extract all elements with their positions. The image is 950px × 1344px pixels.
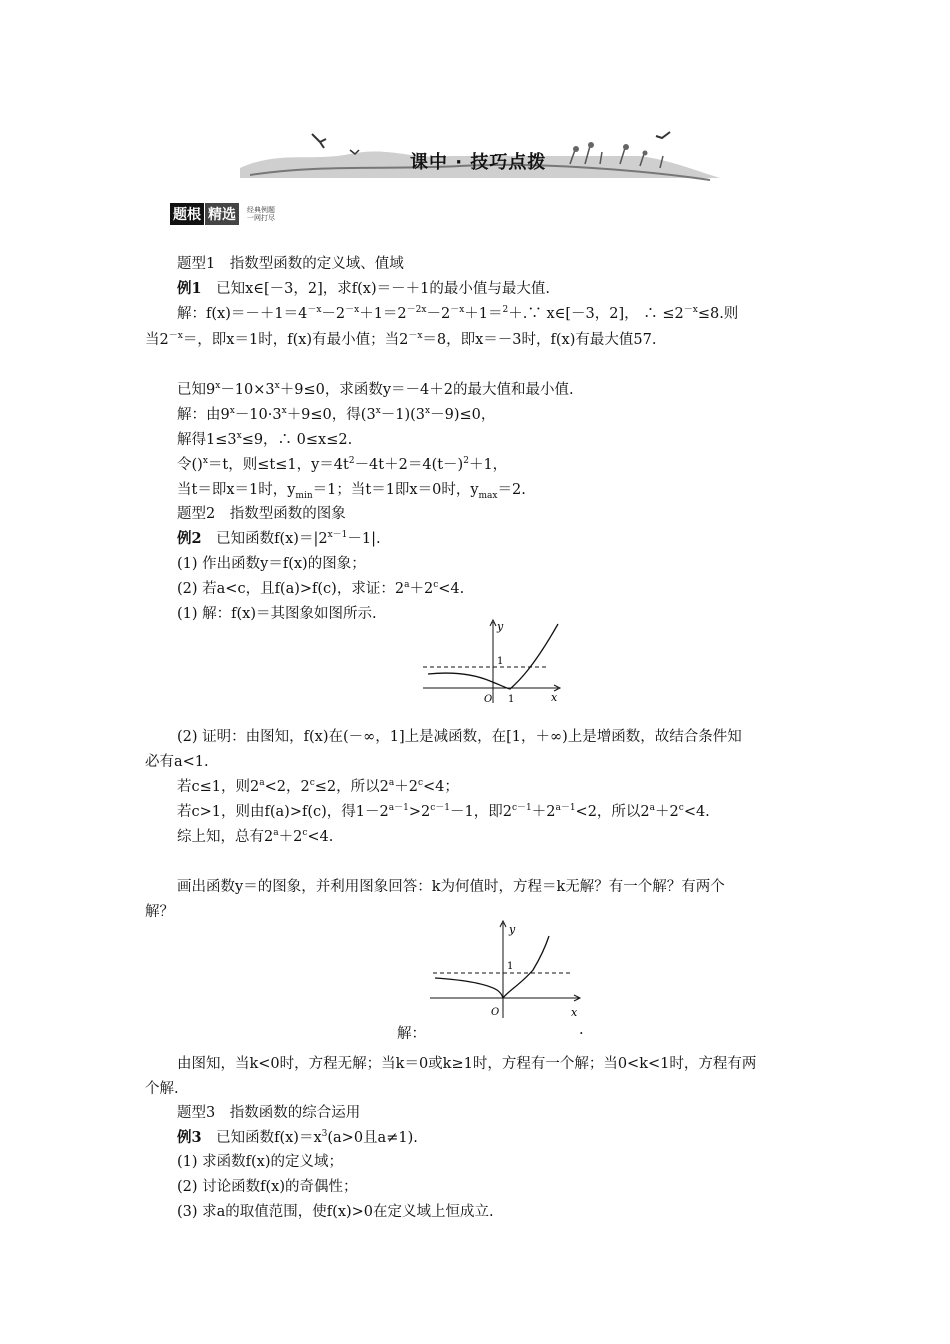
solution-label: 解： xyxy=(397,1026,426,1042)
practice1-sol3: 令()$^x$＝t，则≤t≤1，$y=4t^2-4t+2=4(t-)^2+1$， xyxy=(177,456,508,473)
solution2-line2: 必有a<1. xyxy=(145,754,209,770)
solution1-line2: 当$2^{-x}=$，即x＝1时，f(x)有最小值；当$2^{-x}=8$，即x＝－3时，f(x)有最大值57. xyxy=(145,331,657,348)
figure-2-graph xyxy=(425,918,585,1023)
example2-part2: (2) 若a<c，且f(a)>f(c)，求证：$2^a+2^c<4$. xyxy=(177,580,465,597)
fig1-y-label: y xyxy=(497,620,504,633)
practice2-answer-line2: 个解. xyxy=(145,1081,179,1097)
solution-dot: . xyxy=(579,1022,584,1038)
solution2-part1: (1) 解：f(x)＝其图象如图所示. xyxy=(177,606,377,622)
section-title: 课中 · 技巧点拨 xyxy=(410,152,547,173)
bird-icon xyxy=(312,134,326,148)
badge-note: 经典例题 一网打尽 xyxy=(247,206,275,222)
example2-part1: (1) 作出函数y＝f(x)的图象； xyxy=(177,556,366,572)
type1-heading: 题型1 指数型函数的定义域、值域 xyxy=(177,256,404,272)
solution2-case2: 若c>1，则由f(a)>f(c)，得$1-2^{a-1}>2^{c-1}-1$，即$2^{c-1}+2^{a-1}<2$，所以$2^a+2^c<4$. xyxy=(177,803,710,820)
example1: 例1 已知x∈[－3，2]，求f(x)＝－＋1的最小值与最大值. xyxy=(177,280,550,297)
solution2-part2: (2) 证明：由图知，f(x)在(－∞，1]上是减函数，在[1，＋∞)上是增函数，故结合条件知 xyxy=(177,729,742,745)
fig1-one-x: 1 xyxy=(508,694,515,705)
example3-part1: (1) 求函数f(x)的定义域； xyxy=(177,1154,344,1170)
badge-main: 题根 xyxy=(170,203,204,225)
solution2-conclusion: 综上知，总有$2^a+2^c<4$. xyxy=(177,828,334,845)
type3-heading: 题型3 指数函数的综合运用 xyxy=(177,1105,361,1121)
practice2-answer: 由图知，当k<0时，方程无解；当k＝0或k≥1时，方程有一个解；当0<k<1时，方程有两 xyxy=(177,1056,757,1072)
fig2-origin: O xyxy=(491,1007,500,1018)
solution2-case1: 若c≤1，则$2^a<2$，$2^c\le 2$，所以$2^a+2^c<4$； xyxy=(177,778,459,795)
practice2-question: 画出函数y＝的图象，并利用图象回答：k为何值时，方程＝k无解？有一个解？有两个 xyxy=(177,879,725,895)
example3-part2: (2) 讨论函数f(x)的奇偶性； xyxy=(177,1179,358,1195)
example3-part3: (3) 求a的取值范围，使f(x)>0在定义域上恒成立. xyxy=(177,1204,494,1220)
figure-1-graph xyxy=(418,618,568,708)
fig2-x-label: x xyxy=(571,1006,578,1019)
badge-sub: 精选 xyxy=(205,203,239,225)
solution1-line1: 解：$f(x)=-+1=4^{-x}-2^{-x}+1=2^{-2x}-2^{-x}+1=^2+.\because$ x∈[－3，2]， ∴ $\le 2^{-x}\le 8$.则 xyxy=(177,305,739,322)
example3: 例3 已知函数$f(x)=x^3(a>0$且a≠1). xyxy=(177,1129,418,1146)
practice1-sol2: 解得$1\le 3^x\le 9$，∴ 0≤x≤2. xyxy=(177,431,353,448)
type2-heading: 题型2 指数型函数的图象 xyxy=(177,506,346,522)
fig1-one-y: 1 xyxy=(497,656,504,667)
fig1-x-label: x xyxy=(551,691,558,704)
practice1-sol1: 解：由$9^x-10\cdot 3^x+9\le 0$，得$(3^x-1)(3^x-9)\le 0$， xyxy=(177,406,496,423)
fig2-one-y: 1 xyxy=(507,961,514,972)
fig1-origin: O xyxy=(484,694,493,705)
practice2-question-line2: 解？ xyxy=(145,904,174,920)
practice1-sol4: 当t＝即x＝1时，$y_{min}=1$；当t＝1即x＝0时，$y_{max}=2$. xyxy=(177,482,526,501)
example2: 例2 已知函数$f(x)=|2^{x-1}-1|$. xyxy=(177,530,381,547)
topic-badge xyxy=(170,203,275,225)
practice1-question: 已知$9^x-10\times 3^x+9\le 0$，求函数y＝－4＋2的最大值和最小值. xyxy=(177,381,574,398)
fig2-y-label: y xyxy=(509,923,516,936)
